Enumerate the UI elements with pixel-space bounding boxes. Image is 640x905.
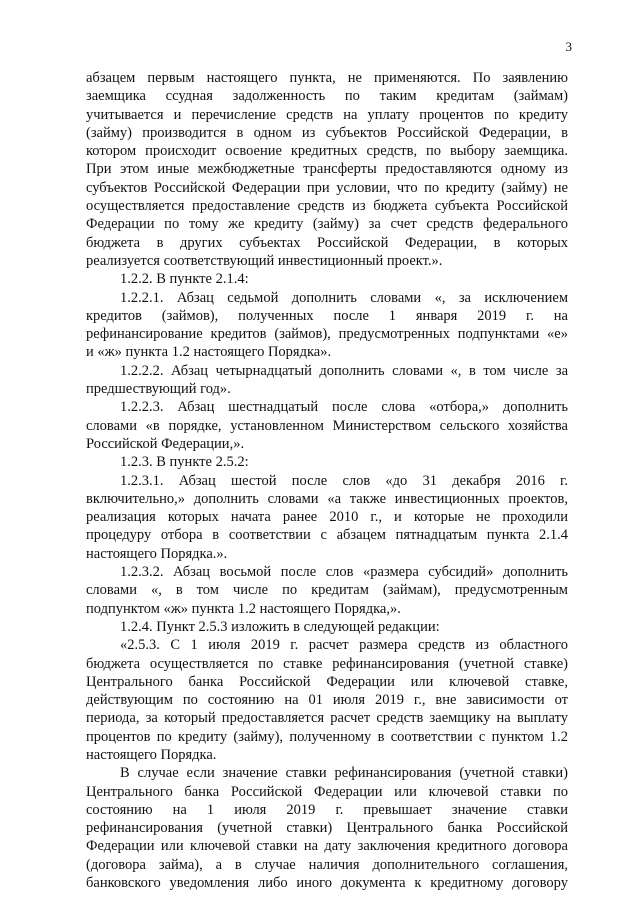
text-line: абзацем первым настоящего пункта, не применяются. По заявлению (86, 70, 568, 86)
text-line: подпунктом «ж» пункта 1.2 настоящего Порядка,». (86, 600, 401, 617)
text-line: настоящего Порядка.». (86, 545, 228, 562)
text-line: бюджета осуществляется по ставке рефинансирования (учетной ставке) (86, 655, 568, 672)
text-line: процедуру отбора в соответствии с абзацем пятнадцатым пункта 2.1.4 (86, 527, 568, 544)
text-line: реализуется соответствующий инвестиционный проект.». (86, 252, 443, 269)
text-line: словами «в порядке, установленном Министерством сельского хозяйства (86, 417, 568, 434)
text-line: осуществляется предоставление средств из бюджета субъекта Российской (86, 198, 568, 215)
text-line: Федерации по тому же кредиту (займу) за счет средств федерального (86, 216, 568, 233)
text-line: (займу) производится в одном из субъектов Российской Федерации, в (86, 124, 568, 141)
text-line: словами «, в том числе по кредитам (займам), предусмотренным (86, 582, 568, 599)
text-line: банковского уведомления либо иного документа к кредитному договору (86, 875, 568, 892)
text-line: настоящего Порядка. (86, 746, 217, 763)
text-line: и «ж» пункта 1.2 настоящего Порядка». (86, 344, 332, 361)
text-line: (договора займа), а в случае наличия дополнительного соглашения, (86, 856, 568, 873)
text-line: состоянию на 1 июля 2019 г. превышает значение ставки (86, 801, 568, 818)
text-line: учитывается и перечисление средств на уплату процентов по кредиту (86, 106, 568, 123)
text-line: реализация которых начата ранее 2010 г., и которые не проходили (86, 509, 568, 526)
text-line: 1.2.4. Пункт 2.5.3 изложить в следующей редакции: (120, 618, 440, 635)
text-line: 1.2.2. В пункте 2.1.4: (120, 271, 249, 288)
text-line: субъектов Российской Федерации при условии, что по кредиту (займу) не (86, 179, 568, 196)
text-line: 1.2.3.1. Абзац шестой после слов «до 31 декабря 2016 г. (120, 472, 568, 489)
text-line: рефинансирование кредитов (займов), предусмотренных подпунктами «е» (86, 326, 568, 343)
text-line: действующим по состоянию на 01 июля 2019 г., вне зависимости от (86, 692, 568, 709)
text-line: Центрального банка Российской Федерации или ключевой ставке, (86, 673, 568, 690)
text-line: предшествующий год». (86, 381, 231, 398)
page-number: 3 (565, 39, 572, 54)
document-body (86, 69, 568, 892)
text-line: 1.2.2.3. Абзац шестнадцатый после слова «отбора,» дополнить (120, 399, 568, 416)
text-line: котором происходит освоение кредитных средств, по выбору заемщика. (86, 143, 568, 160)
text-line: 1.2.2.2. Абзац четырнадцатый дополнить словами «, в том числе за (120, 362, 568, 379)
text-line: «2.5.3. С 1 июля 2019 г. расчет размера средств из областного (120, 637, 568, 654)
text-line: процентов по кредиту (займу), полученному в соответствии с пунктом 1.2 (86, 728, 568, 745)
text-line: кредитов (займов), полученных после 1 января 2019 г. на (86, 307, 568, 324)
text-line: 1.2.3.2. Абзац восьмой после слов «размера субсидий» дополнить (120, 564, 568, 581)
text-line: включительно,» дополнить словами «а также инвестиционных проектов, (86, 490, 568, 507)
text-line: Российской Федерации,». (86, 435, 245, 452)
text-line: В случае если значение ставки рефинансирования (учетной ставки) (120, 765, 568, 782)
text-line: рефинансирования (учетной ставки) Центрального банка Российской (86, 820, 568, 837)
text-line: Центрального банка Российской Федерации или ключевой ставки по (86, 783, 568, 800)
text-line: 1.2.3. В пункте 2.5.2: (120, 454, 249, 471)
text-line: При этом иные межбюджетные трансферты предоставляются одному из (86, 161, 568, 178)
text-line: периода, за который предоставляется расчет средств заемщику на выплату (86, 710, 568, 727)
text-line: бюджета в других субъектах Российской Федерации, в которых (86, 234, 568, 251)
text-line: 1.2.2.1. Абзац седьмой дополнить словами «, за исключением (120, 289, 568, 306)
text-line: Федерации или ключевой ставки на дату заключения кредитного договора (86, 838, 568, 855)
text-line: заемщика ссудная задолженность по таким кредитам (займам) (86, 88, 568, 105)
